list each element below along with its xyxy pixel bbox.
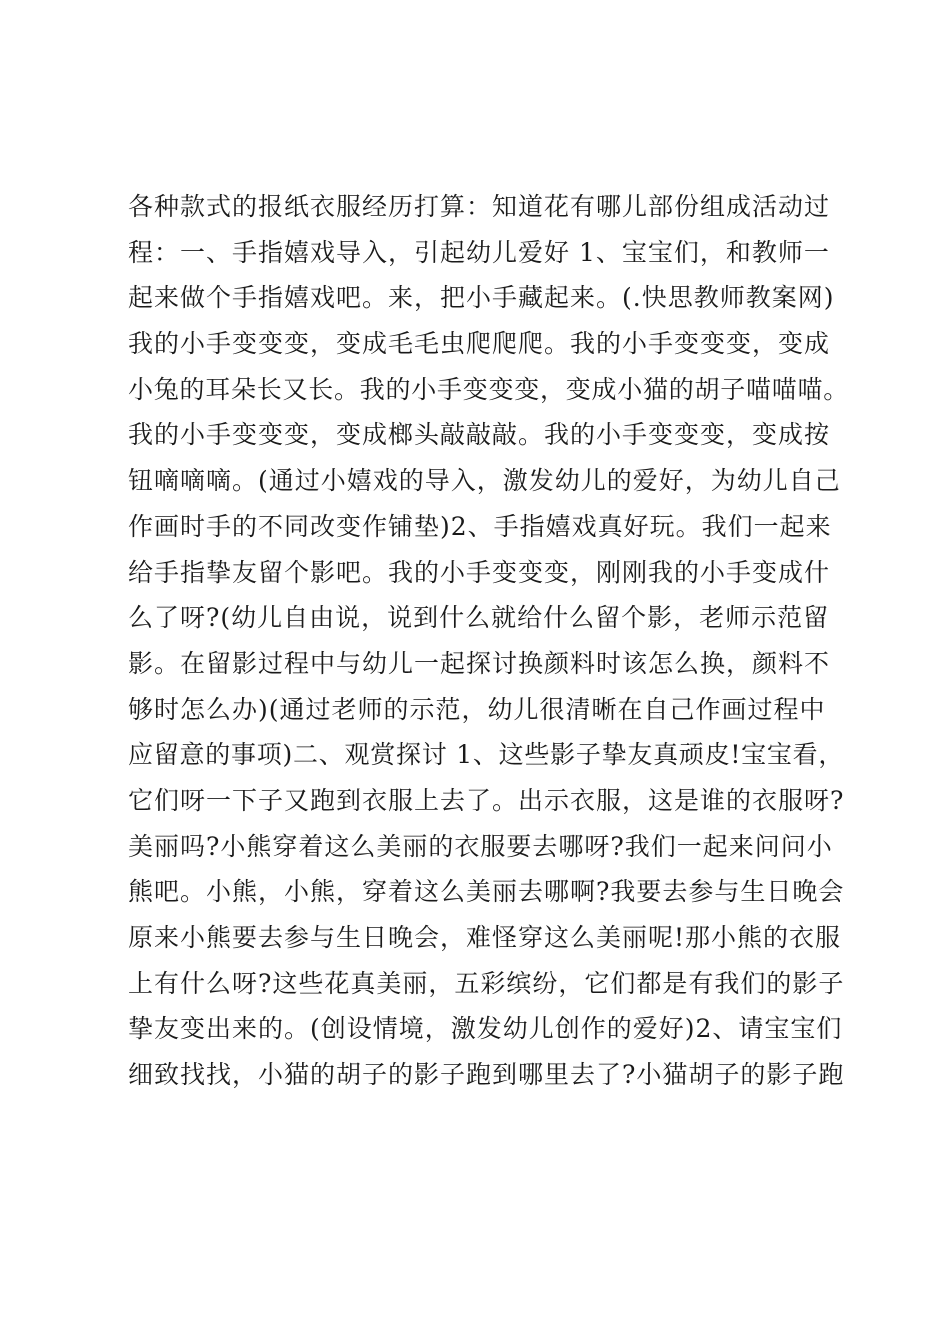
text-line: 美丽吗?小熊穿着这么美丽的衣服要去哪呀?我们一起来问问小 — [128, 831, 833, 861]
text-line: 挚友变出来的。(创设情境，激发幼儿创作的爱好)2、请宝宝们 — [128, 1014, 843, 1044]
text-line: 上有什么呀?这些花真美丽，五彩缤纷，它们都是有我们的影子 — [128, 968, 845, 998]
text-line: 起来做个手指嬉戏吧。来，把小手藏起来。(.快思教师教案网) — [128, 283, 835, 313]
text-line: 作画时手的不同改变作铺垫)2、手指嬉戏真好玩。我们一起来 — [128, 511, 832, 541]
text-line: 应留意的事项)二、观赏探讨 1、这些影子挚友真顽皮!宝宝看， — [128, 740, 845, 770]
text-line: 熊吧。小熊，小熊，穿着这么美丽去哪啊?我要去参与生日晚会 — [128, 877, 845, 907]
text-line: 小兔的耳朵长又长。我的小手变变变，变成小猫的胡子喵喵喵。 — [128, 374, 850, 404]
text-line: 够时怎么办)(通过老师的示范，幼儿很清晰在自己作画过程中 — [128, 694, 826, 724]
text-line: 我的小手变变变，变成榔头敲敲敲。我的小手变变变，变成按 — [128, 420, 831, 450]
body-text — [128, 184, 848, 1098]
text-line: 细致找找，小猫的胡子的影子跑到哪里去了?小猫胡子的影子跑 — [128, 1060, 845, 1090]
text-line: 它们呀一下子又跑到衣服上去了。出示衣服，这是谁的衣服呀? — [128, 785, 845, 815]
text-line: 我的小手变变变，变成毛毛虫爬爬爬。我的小手变变变，变成 — [128, 329, 831, 359]
text-line: 么了呀?(幼儿自由说，说到什么就给什么留个影，老师示范留 — [128, 603, 830, 633]
text-line: 各种款式的报纸衣服经历打算：知道花有哪儿部份组成活动过 — [128, 192, 831, 221]
text-line: 给手指挚友留个影吧。我的小手变变变，刚刚我的小手变成什 — [128, 557, 831, 587]
text-line: 原来小熊要去参与生日晚会，难怪穿这么美丽呢!那小熊的衣服 — [128, 923, 842, 952]
text-line: 钮嘀嘀嘀。(通过小嬉戏的导入，激发幼儿的爱好，为幼儿自己 — [128, 466, 841, 496]
text-line: 影。在留影过程中与幼儿一起探讨换颜料时该怎么换，颜料不 — [128, 648, 831, 678]
text-line: 程：一、手指嬉戏导入，引起幼儿爱好 1、宝宝们，和教师一 — [128, 237, 830, 267]
